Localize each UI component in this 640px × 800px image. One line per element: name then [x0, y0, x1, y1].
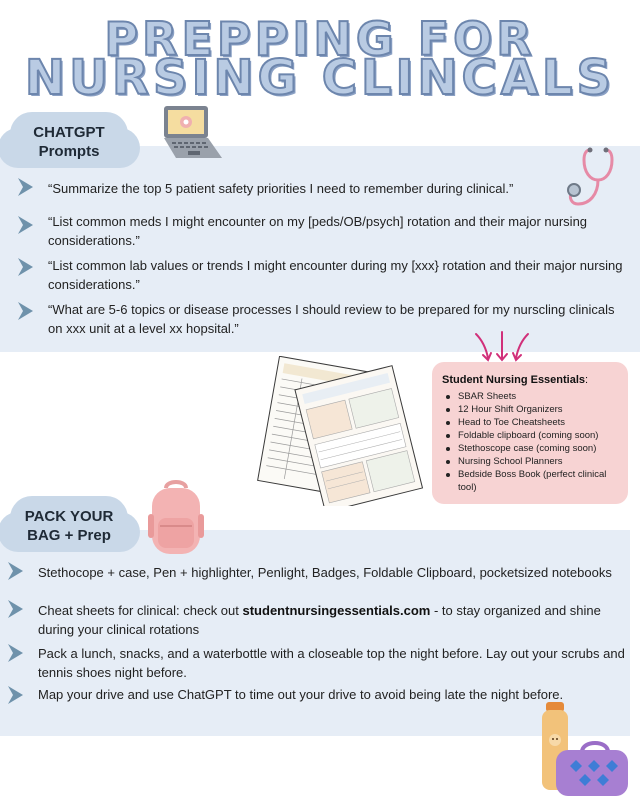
pack-item-text: Stethocope + case, Pen + highlighter, Penlight, Badges, Foldable Clipboard, pocketsized notebooks [38, 565, 612, 580]
essentials-title: Student Nursing Essentials [442, 374, 586, 386]
stethoscope-icon [560, 146, 622, 210]
list-item: Stethoscope case (coming soon) [442, 442, 618, 455]
arrow-bullet-icon [16, 300, 34, 322]
prompt-text: “List common meds I might encounter on my [peds/OB/psych] rotation and their major nursing considerations.” [48, 214, 588, 248]
arrow-bullet-icon [6, 642, 24, 664]
backpack-icon [144, 478, 208, 558]
pack-bag-badge [8, 502, 130, 550]
essentials-list [442, 390, 618, 494]
arrow-bullet-icon [16, 214, 34, 236]
page-title-line-1: PREPPING FOR [104, 12, 536, 66]
website-link[interactable]: studentnursingessentials.com [242, 603, 431, 618]
arrow-bullet-icon [6, 560, 24, 582]
arrow-bullet-icon [16, 256, 34, 278]
pack-item-text [38, 601, 628, 639]
list-item: Head to Toe Cheatsheets [442, 416, 618, 429]
prompt-text: “List common lab values or trends I might encounter during my [xxx} rotation and their major nursing considerations.” [48, 258, 623, 292]
arrow-bullet-icon [6, 684, 24, 706]
pack-badge-line-2: BAG + Prep [27, 527, 111, 544]
pack-item-text: Map your drive and use ChatGPT to time out your drive to avoid being late the night before. [38, 687, 564, 702]
list-item: Nursing School Planners [442, 455, 618, 468]
laptop-icon [158, 102, 226, 164]
essentials-title-colon: : [585, 374, 589, 386]
list-item: Foldable clipboard (coming soon) [442, 429, 618, 442]
list-item: 12 Hour Shift Organizers [442, 403, 618, 416]
prompt-text: “What are 5-6 topics or disease processes I should review to be prepared for my nurscling clinicals on xxx unit at a level xx hopsital.” [48, 302, 615, 336]
pack-item-post: - to stay organized and shine during your clinical rotations [38, 603, 601, 637]
pack-item-text: Pack a lunch, snacks, and a waterbottle with a closeable top the night before. Lay out your scrubs and tennis shoes night before. [38, 646, 625, 680]
chatgpt-badge [8, 118, 130, 166]
printable-sheets-image [248, 356, 428, 506]
essentials-title-row [442, 374, 618, 386]
pack-badge-line-1: PACK YOUR [24, 508, 114, 525]
pack-item-pre: Cheat sheets for clinical: check out [38, 603, 243, 618]
page-title-line-2: NURSING CLINCALS [24, 50, 616, 106]
chatgpt-badge-line-1: CHATGPT [33, 124, 105, 141]
list-item: Bedside Boss Book (perfect clinical tool) [442, 468, 618, 494]
lunch-and-bottle-icon [534, 696, 634, 798]
prompt-text: “Summarize the top 5 patient safety priorities I need to remember during clinical.” [48, 181, 514, 196]
list-item: SBAR Sheets [442, 390, 618, 403]
arrow-bullet-icon [6, 598, 24, 620]
chatgpt-badge-line-2: Prompts [38, 143, 100, 160]
essentials-box [432, 362, 628, 504]
arrow-bullet-icon [16, 176, 34, 198]
pointer-arrows-icon [472, 330, 532, 364]
